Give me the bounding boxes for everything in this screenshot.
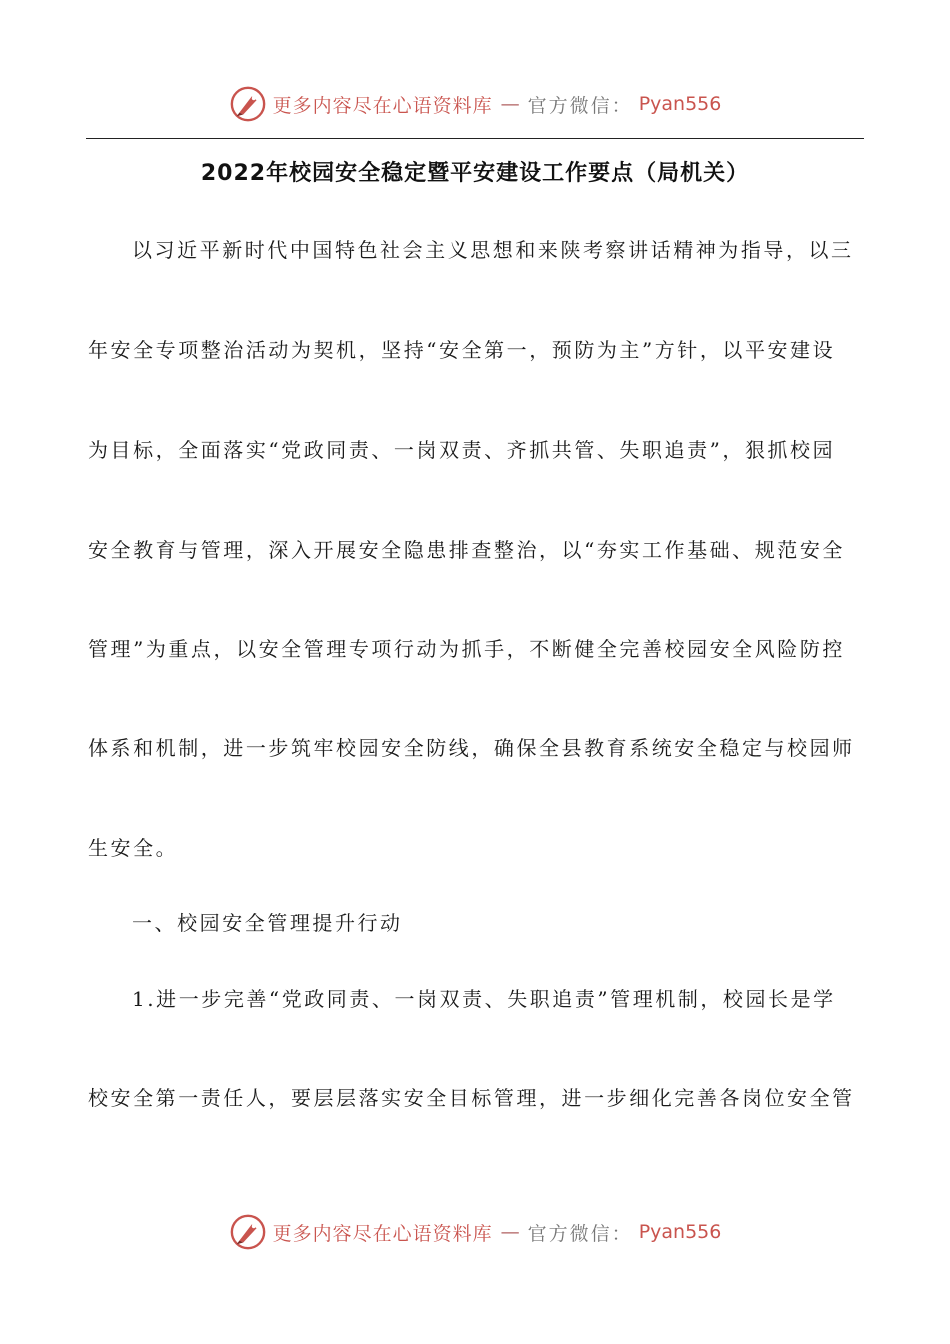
pen-nib-icon <box>229 1213 267 1251</box>
paragraph-line: 年安全专项整治活动为契机，坚持“安全第一，预防为主”方针，以平安建设 <box>88 338 836 362</box>
paragraph-line: 1.进一步完善“党政同责、一岗双责、失职追责”管理机制，校园长是学 <box>132 987 836 1011</box>
paragraph-line: 体系和机制，进一步筑牢校园安全防线，确保全县教育系统安全稳定与校园师 <box>88 736 855 760</box>
pen-nib-icon <box>229 85 267 123</box>
watermark-dash: — <box>500 93 520 115</box>
header-watermark <box>0 82 950 126</box>
paragraph-line: 管理”为重点，以安全管理专项行动为抓手，不断健全完善校园安全风险防控 <box>88 637 845 661</box>
paragraph-line: 校安全第一责任人，要层层落实安全目标管理，进一步细化完善各岗位安全管 <box>88 1086 855 1110</box>
document-title: 2022年校园安全稳定暨平安建设工作要点（局机关） <box>200 161 750 186</box>
watermark-sub-text: 官方微信： <box>527 1222 633 1245</box>
watermark-content <box>229 85 722 123</box>
watermark-dash: — <box>500 1221 520 1243</box>
watermark-sub-text: 官方微信： <box>527 94 633 117</box>
watermark-wechat-id: Pyan556 <box>638 93 722 115</box>
paragraph-line: 以习近平新时代中国特色社会主义思想和来陕考察讲话精神为指导，以三 <box>132 238 854 262</box>
paragraph-line: 为目标，全面落实“党政同责、一岗双责、齐抓共管、失职追责”，狠抓校园 <box>88 438 836 462</box>
section-heading: 一、校园安全管理提升行动 <box>132 911 403 935</box>
watermark-main-text: 更多内容尽在心语资料库 <box>272 94 493 117</box>
paragraph-line: 生安全。 <box>88 836 179 860</box>
watermark-wechat-id: Pyan556 <box>638 1221 722 1243</box>
footer-watermark <box>0 1210 950 1254</box>
paragraph-line: 安全教育与管理，深入开展安全隐患排查整治，以“夯实工作基础、规范安全 <box>88 538 845 562</box>
watermark-main-text: 更多内容尽在心语资料库 <box>272 1222 493 1245</box>
watermark-content <box>229 1213 722 1251</box>
header-divider <box>86 138 864 139</box>
